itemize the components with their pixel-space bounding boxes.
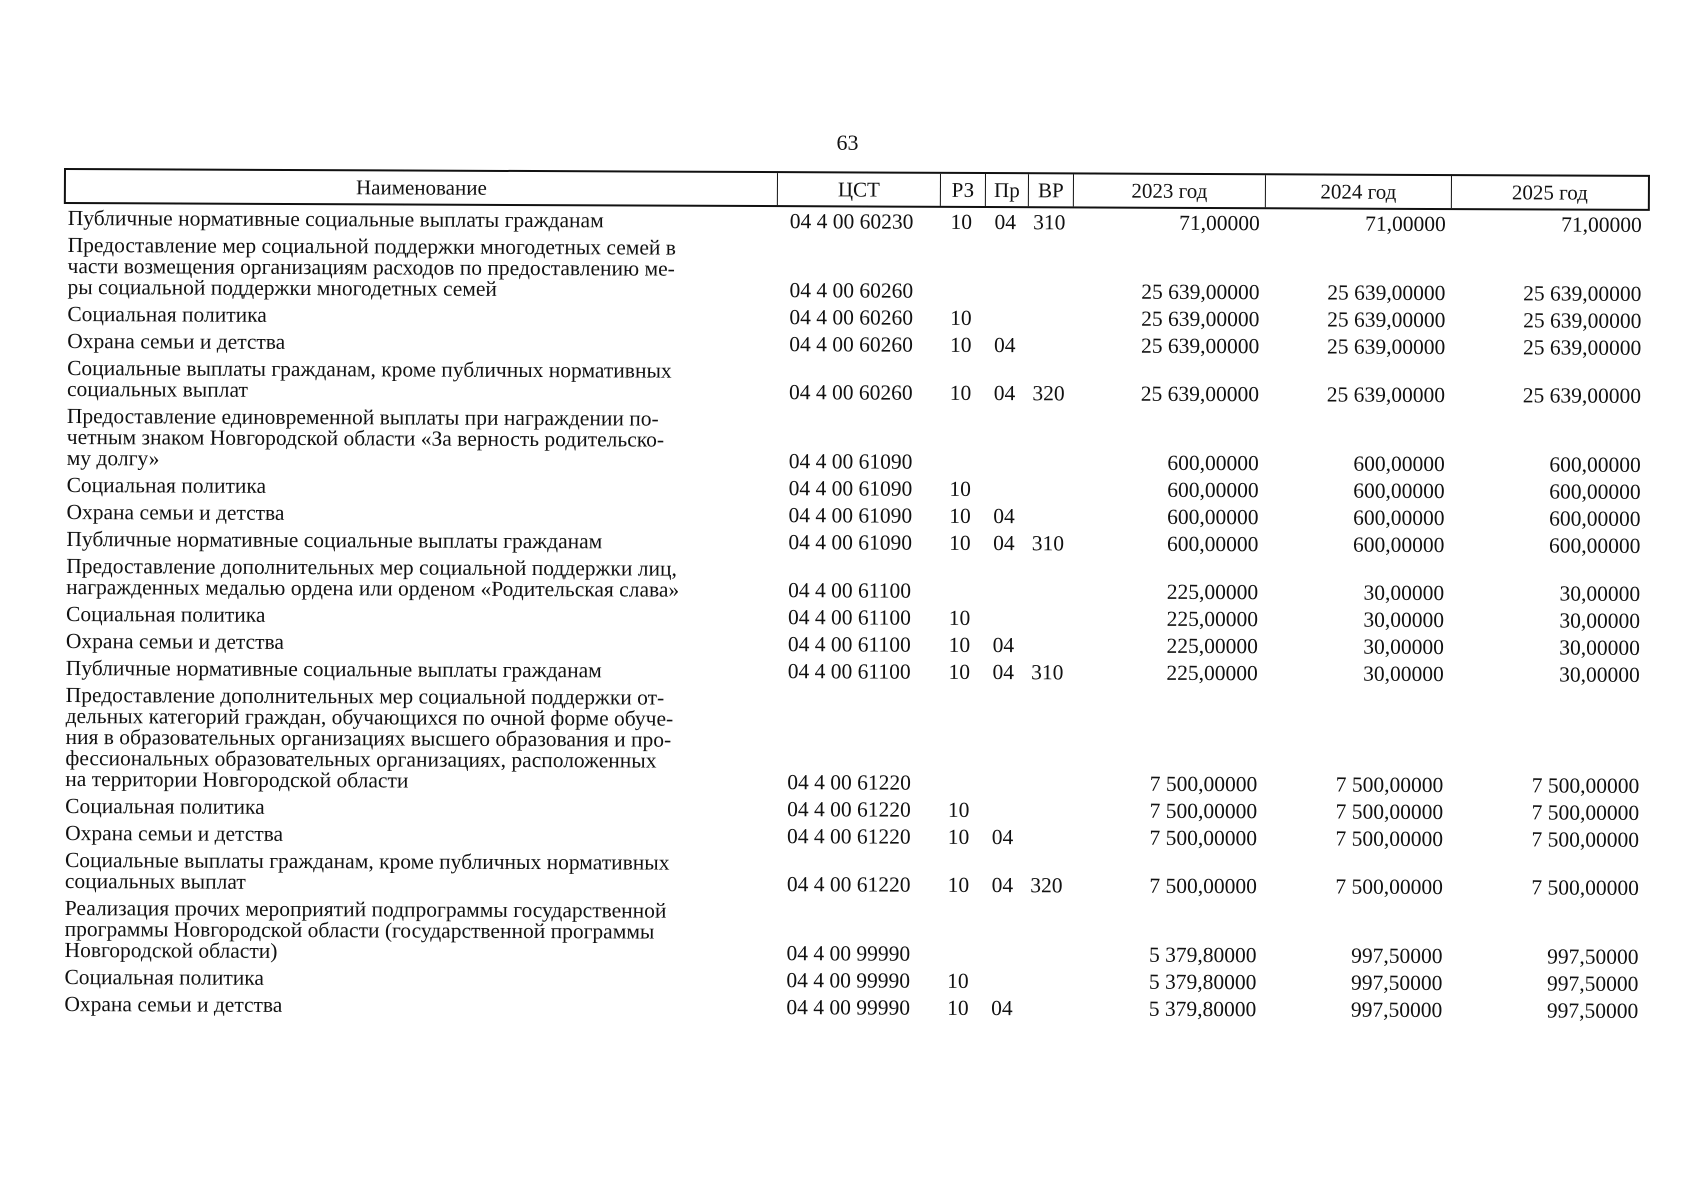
row-rz: 10 (948, 632, 971, 657)
header-name: Наименование (66, 170, 778, 205)
row-value-2023: 600,00000 (1167, 477, 1259, 503)
row-name-line: Предоставление дополнительных мер социальной поддержки лиц, (66, 554, 677, 581)
row-rz: 10 (947, 797, 970, 822)
row-cst: 04 4 00 61100 (787, 632, 911, 657)
row-name-line: Охрана семьи и детства (66, 500, 285, 525)
table-row (63, 233, 1649, 309)
row-cst: 04 4 00 60260 (789, 278, 914, 303)
row-name (62, 658, 774, 682)
row-value-2023: 5 379,80000 (1149, 942, 1257, 968)
table-row (63, 356, 1649, 411)
row-rz: 10 (949, 380, 972, 405)
row-value-2023: 225,00000 (1166, 660, 1258, 686)
row-cst: 04 4 00 61220 (787, 770, 912, 795)
row-name (63, 358, 775, 403)
row-value-2024: 25 639,00000 (1327, 307, 1446, 333)
row-value-2024: 30,00000 (1363, 634, 1444, 660)
row-name (63, 331, 775, 355)
row-value-2024: 25 639,00000 (1327, 280, 1446, 306)
row-value-2025: 25 639,00000 (1523, 281, 1642, 306)
row-value-2025: 71,00000 (1561, 212, 1642, 237)
row-value-2024: 30,00000 (1363, 580, 1445, 606)
row-value-2025: 600,00000 (1549, 479, 1641, 504)
row-value-2023: 225,00000 (1166, 606, 1259, 632)
row-value-2025: 600,00000 (1549, 506, 1641, 531)
row-name-line: части возмещения организациям расходов по предоставлению ме- (67, 254, 675, 281)
row-value-2023: 225,00000 (1166, 633, 1258, 659)
row-name-line: Публичные нормативные социальные выплаты гражданам (66, 527, 603, 554)
row-cst: 04 4 00 61090 (788, 476, 913, 501)
row-value-2023: 7 500,00000 (1149, 798, 1258, 824)
row-pr: 04 (992, 660, 1015, 685)
row-value-2024: 997,50000 (1351, 970, 1443, 996)
row-value-2023: 5 379,80000 (1148, 996, 1257, 1022)
row-name-line: Социальная политика (64, 965, 264, 990)
row-name (61, 898, 773, 964)
row-vr: 310 (1031, 660, 1064, 685)
row-name-line: фессиональных образовательных организациях, расположенных (65, 746, 657, 773)
row-name-line: Социальные выплаты гражданам, кроме публичных нормативных (64, 848, 670, 875)
row-value-2023: 600,00000 (1167, 450, 1259, 476)
row-name (60, 994, 772, 1018)
row-name (63, 304, 775, 328)
row-name-line: му долгу» (66, 446, 160, 471)
row-value-2025: 30,00000 (1559, 608, 1641, 633)
row-value-2024: 25 639,00000 (1326, 334, 1446, 360)
row-value-2024: 997,50000 (1351, 943, 1443, 969)
table-body (60, 206, 1650, 1026)
row-cst: 04 4 00 61220 (787, 824, 911, 849)
row-value-2023: 25 639,00000 (1140, 333, 1260, 359)
row-name (62, 529, 774, 553)
row-name (62, 556, 774, 601)
row-value-2025: 600,00000 (1548, 533, 1641, 558)
row-pr: 04 (991, 825, 1014, 850)
row-value-2024: 600,00000 (1353, 451, 1445, 477)
row-value-2024: 7 500,00000 (1335, 826, 1444, 852)
row-rz: 10 (948, 659, 971, 684)
header-2025: 2025 год (1511, 180, 1588, 205)
row-name-line: Реализация прочих мероприятий подпрограммы государственной (64, 896, 667, 923)
row-name (60, 967, 772, 991)
row-vr: 320 (1030, 873, 1063, 898)
budget-table (60, 168, 1650, 1026)
row-value-2025: 7 500,00000 (1531, 773, 1640, 798)
row-rz: 10 (949, 476, 971, 501)
row-value-2024: 600,00000 (1353, 478, 1445, 504)
row-rz: 10 (950, 305, 972, 330)
row-name-line: Охрана семьи и детства (65, 629, 285, 654)
row-vr: 310 (1033, 210, 1066, 235)
row-value-2023: 25 639,00000 (1141, 279, 1260, 305)
row-rz: 10 (948, 605, 971, 630)
row-pr: 04 (991, 996, 1013, 1021)
header-cst: ЦСТ (778, 173, 941, 206)
row-vr: 320 (1032, 381, 1065, 406)
row-name-line: Предоставление единовременной выплаты при награждении по- (66, 404, 659, 431)
row-name-line: Социальная политика (66, 473, 267, 498)
row-pr: 04 (994, 210, 1017, 235)
row-name-line: Социальная политика (67, 302, 267, 327)
row-rz: 10 (949, 503, 971, 528)
row-name-line: ры социальной поддержки многодетных семей (67, 275, 498, 301)
row-value-2025: 600,00000 (1549, 452, 1641, 477)
header-2024: 2024 год (1266, 175, 1452, 208)
row-pr: 04 (993, 333, 1016, 358)
row-rz: 10 (947, 968, 969, 993)
row-value-2024: 997,50000 (1350, 997, 1443, 1023)
row-pr: 04 (991, 873, 1014, 898)
row-value-2023: 225,00000 (1166, 579, 1259, 605)
row-value-2023: 600,00000 (1167, 504, 1259, 530)
row-value-2025: 25 639,00000 (1522, 335, 1642, 360)
row-cst: 04 4 00 61090 (788, 530, 913, 555)
row-name-line: Социальная политика (65, 794, 265, 819)
table-header (64, 168, 1650, 211)
row-value-2023: 71,00000 (1179, 210, 1260, 236)
table-row (63, 404, 1649, 480)
header-2023: 2023 год (1074, 174, 1266, 207)
row-value-2023: 600,00000 (1166, 531, 1259, 557)
row-name (62, 502, 774, 526)
row-rz: 10 (947, 995, 969, 1020)
header-vr: ВР (1029, 174, 1074, 206)
row-rz: 10 (950, 209, 973, 234)
row-value-2024: 30,00000 (1363, 607, 1445, 633)
row-cst: 04 4 00 99990 (786, 995, 911, 1020)
row-name-line: программы Новгородской области (государственной программы (64, 917, 655, 944)
row-value-2023: 7 500,00000 (1149, 771, 1258, 797)
row-name (63, 406, 775, 472)
row-value-2024: 25 639,00000 (1326, 382, 1446, 408)
table-row (60, 992, 1646, 1026)
row-value-2024: 600,00000 (1353, 505, 1445, 531)
row-value-2025: 30,00000 (1559, 581, 1641, 606)
row-name (62, 631, 774, 655)
row-name-line: Социальная политика (66, 602, 266, 627)
row-name-line: Предоставление дополнительных мер социальной поддержки от- (65, 683, 665, 710)
row-value-2025: 30,00000 (1559, 635, 1640, 660)
row-cst: 04 4 00 61220 (787, 797, 911, 822)
row-name (61, 823, 773, 847)
row-name-line: Новгородской области) (64, 938, 278, 963)
row-cst: 04 4 00 60260 (789, 305, 914, 330)
row-cst: 04 4 00 60260 (788, 380, 913, 405)
row-name-line: четным знаком Новгородской области «За верность родительско- (66, 425, 665, 452)
row-cst: 04 4 00 99990 (786, 941, 911, 966)
row-rz: 10 (947, 824, 970, 849)
header-pr: Пр (986, 174, 1029, 206)
row-value-2025: 997,50000 (1547, 944, 1639, 969)
row-cst: 04 4 00 61100 (787, 605, 911, 630)
row-value-2023: 5 379,80000 (1148, 969, 1257, 995)
page-number: 63 (836, 130, 859, 155)
row-name (63, 235, 775, 301)
row-name (61, 685, 773, 793)
row-value-2025: 25 639,00000 (1523, 308, 1642, 333)
row-vr: 310 (1031, 531, 1065, 556)
table-row (61, 848, 1647, 903)
row-name (61, 850, 773, 895)
row-pr: 04 (993, 504, 1015, 529)
row-rz: 10 (949, 530, 971, 555)
row-cst: 04 4 00 60260 (789, 332, 913, 357)
row-cst: 04 4 00 60230 (789, 209, 914, 234)
row-name-line: Предоставление мер социальной поддержки многодетных семей в (67, 233, 677, 260)
row-pr: 04 (992, 633, 1015, 658)
row-rz: 10 (947, 872, 970, 897)
table-row (61, 896, 1647, 972)
row-value-2025: 997,50000 (1547, 971, 1639, 996)
header-rz: РЗ (941, 174, 986, 206)
row-name-line: социальных выплат (66, 377, 248, 402)
row-value-2025: 30,00000 (1559, 662, 1640, 687)
row-value-2024: 600,00000 (1352, 532, 1445, 558)
row-value-2025: 7 500,00000 (1531, 875, 1639, 900)
row-value-2025: 25 639,00000 (1522, 383, 1642, 408)
table-row (61, 683, 1647, 801)
row-value-2025: 7 500,00000 (1531, 800, 1640, 825)
row-name-line: Охрана семьи и детства (64, 992, 283, 1017)
row-cst: 04 4 00 61100 (788, 578, 912, 603)
row-value-2023: 7 500,00000 (1149, 873, 1257, 899)
row-pr: 04 (993, 381, 1016, 406)
row-name (62, 604, 774, 628)
row-value-2024: 7 500,00000 (1335, 799, 1444, 825)
row-value-2023: 25 639,00000 (1141, 306, 1260, 332)
row-value-2024: 7 500,00000 (1335, 874, 1443, 900)
row-value-2024: 7 500,00000 (1335, 772, 1444, 798)
row-value-2023: 25 639,00000 (1140, 381, 1260, 407)
row-name-line: Публичные нормативные социальные выплаты гражданам (67, 206, 604, 233)
row-name (63, 475, 775, 499)
row-name (61, 796, 773, 820)
row-value-2024: 30,00000 (1363, 661, 1444, 687)
row-value-2024: 71,00000 (1365, 211, 1446, 237)
row-cst: 04 4 00 99990 (786, 968, 911, 993)
row-name-line: Охрана семьи и детства (65, 821, 284, 846)
row-pr: 04 (993, 531, 1015, 556)
row-name-line: на территории Новгородской области (65, 767, 409, 793)
row-cst: 04 4 00 61090 (788, 449, 913, 474)
table-row (62, 554, 1648, 609)
row-name (64, 208, 776, 232)
row-cst: 04 4 00 61220 (786, 872, 911, 897)
row-name-line: Публичные нормативные социальные выплаты гражданам (65, 656, 602, 683)
row-name-line: Социальные выплаты гражданам, кроме публичных нормативных (67, 356, 672, 383)
row-value-2025: 997,50000 (1546, 998, 1639, 1023)
row-name-line: награжденных медалью ордена или орденом «Родительская слава» (66, 575, 680, 602)
row-name-line: дельных категорий граждан, обучающихся по очной форме обуче- (65, 704, 674, 731)
row-rz: 10 (949, 332, 972, 357)
row-cst: 04 4 00 61090 (788, 503, 913, 528)
row-name-line: Охрана семьи и детства (67, 329, 286, 354)
row-value-2025: 7 500,00000 (1531, 827, 1640, 852)
row-cst: 04 4 00 61100 (787, 659, 911, 684)
row-name-line: ния в образовательных организациях высшего образования и про- (65, 725, 672, 752)
row-name-line: социальных выплат (64, 869, 246, 894)
row-value-2023: 7 500,00000 (1149, 825, 1258, 851)
